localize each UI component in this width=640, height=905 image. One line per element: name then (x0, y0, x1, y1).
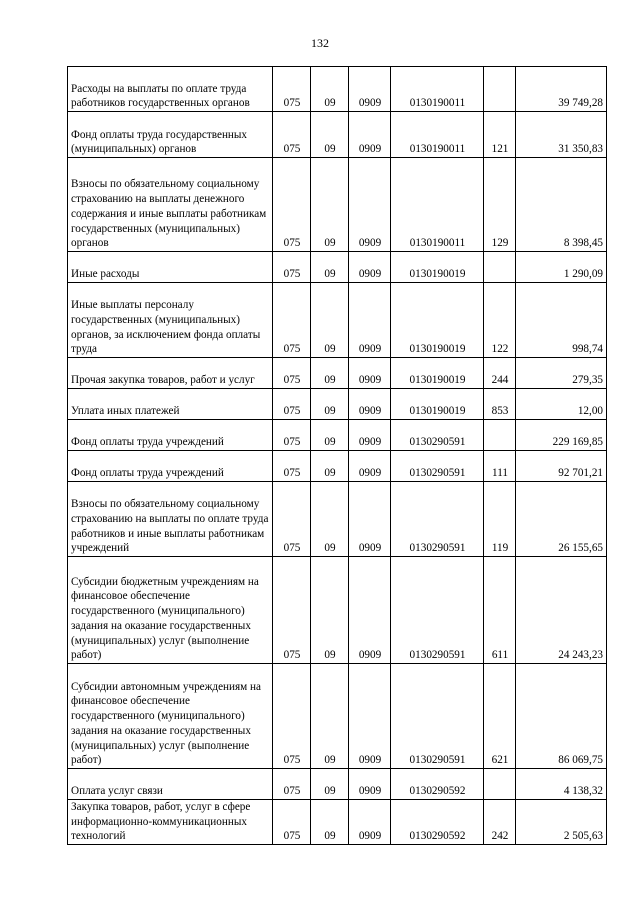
cell-target-article: 0130290591 (391, 482, 484, 557)
cell-expense-type: 121 (484, 112, 516, 158)
cell-subsection: 0909 (349, 67, 391, 112)
cell-target-article: 0130290591 (391, 451, 484, 482)
cell-target-article: 0130190019 (391, 389, 484, 420)
cell-section: 09 (311, 800, 349, 845)
cell-expense-type: 122 (484, 283, 516, 358)
cell-section: 09 (311, 112, 349, 158)
cell-section: 09 (311, 557, 349, 664)
cell-section: 09 (311, 664, 349, 769)
cell-subsection: 0909 (349, 420, 391, 451)
cell-expense-type (484, 67, 516, 112)
cell-name: Прочая закупка товаров, работ и услуг (68, 358, 273, 389)
cell-section: 09 (311, 283, 349, 358)
cell-amount: 26 155,65 (516, 482, 607, 557)
cell-expense-type (484, 769, 516, 800)
cell-name: Взносы по обязательному социальному страхованию на выплаты по оплате труда работников и иные выплаты работникам учреждений (68, 482, 273, 557)
table-row (68, 420, 607, 451)
cell-target-article: 0130190011 (391, 67, 484, 112)
cell-subsection: 0909 (349, 451, 391, 482)
cell-name: Фонд оплаты труда учреждений (68, 451, 273, 482)
cell-org-code: 075 (273, 769, 311, 800)
cell-name: Иные расходы (68, 252, 273, 283)
cell-expense-type: 242 (484, 800, 516, 845)
cell-name: Взносы по обязательному социальному страхованию на выплаты денежного содержания и иные выплаты работникам государственных (муниципальных) органов (68, 158, 273, 252)
cell-subsection: 0909 (349, 482, 391, 557)
cell-section: 09 (311, 451, 349, 482)
cell-section: 09 (311, 67, 349, 112)
cell-amount: 279,35 (516, 358, 607, 389)
cell-name: Закупка товаров, работ, услуг в сфере информационно-коммуникационных технологий (68, 800, 273, 845)
cell-expense-type: 853 (484, 389, 516, 420)
cell-subsection: 0909 (349, 283, 391, 358)
table-row (68, 389, 607, 420)
cell-name: Иные выплаты персоналу государственных (муниципальных) органов, за исключением фонда оплаты труда (68, 283, 273, 358)
cell-amount: 229 169,85 (516, 420, 607, 451)
cell-target-article: 0130190019 (391, 283, 484, 358)
cell-expense-type: 119 (484, 482, 516, 557)
table-row (68, 252, 607, 283)
cell-amount: 86 069,75 (516, 664, 607, 769)
cell-name: Субсидии бюджетным учреждениям на финансовое обеспечение государственного (муниципального) задания на оказание государственных (муниципальных) услуг (выполнение работ) (68, 557, 273, 664)
cell-subsection: 0909 (349, 557, 391, 664)
cell-org-code: 075 (273, 557, 311, 664)
cell-name: Фонд оплаты труда государственных (муниципальных) органов (68, 112, 273, 158)
cell-org-code: 075 (273, 283, 311, 358)
table-row (68, 482, 607, 557)
cell-amount: 24 243,23 (516, 557, 607, 664)
cell-subsection: 0909 (349, 158, 391, 252)
cell-section: 09 (311, 358, 349, 389)
table-row (68, 112, 607, 158)
cell-org-code: 075 (273, 482, 311, 557)
cell-expense-type: 244 (484, 358, 516, 389)
cell-target-article: 0130190011 (391, 158, 484, 252)
cell-name: Расходы на выплаты по оплате труда работников государственных органов (68, 67, 273, 112)
page-number: 132 (311, 36, 329, 50)
table-row (68, 664, 607, 769)
table-row (68, 358, 607, 389)
cell-amount: 31 350,83 (516, 112, 607, 158)
cell-target-article: 0130290592 (391, 769, 484, 800)
cell-section: 09 (311, 420, 349, 451)
cell-amount: 12,00 (516, 389, 607, 420)
cell-target-article: 0130190011 (391, 112, 484, 158)
cell-section: 09 (311, 769, 349, 800)
cell-target-article: 0130190019 (391, 358, 484, 389)
table-row (68, 557, 607, 664)
cell-name: Оплата услуг связи (68, 769, 273, 800)
table-row (68, 800, 607, 845)
table-row (68, 451, 607, 482)
cell-name: Фонд оплаты труда учреждений (68, 420, 273, 451)
cell-target-article: 0130290591 (391, 557, 484, 664)
cell-name: Уплата иных платежей (68, 389, 273, 420)
cell-expense-type: 129 (484, 158, 516, 252)
budget-table-body (68, 67, 607, 845)
cell-expense-type: 621 (484, 664, 516, 769)
cell-org-code: 075 (273, 252, 311, 283)
cell-amount: 92 701,21 (516, 451, 607, 482)
table-row (68, 158, 607, 252)
cell-section: 09 (311, 252, 349, 283)
cell-org-code: 075 (273, 158, 311, 252)
cell-subsection: 0909 (349, 769, 391, 800)
cell-target-article: 0130290592 (391, 800, 484, 845)
cell-subsection: 0909 (349, 800, 391, 845)
table-row (68, 283, 607, 358)
cell-section: 09 (311, 389, 349, 420)
cell-org-code: 075 (273, 389, 311, 420)
cell-org-code: 075 (273, 67, 311, 112)
cell-expense-type: 611 (484, 557, 516, 664)
cell-org-code: 075 (273, 664, 311, 769)
cell-subsection: 0909 (349, 358, 391, 389)
cell-target-article: 0130190019 (391, 252, 484, 283)
cell-name: Субсидии автономным учреждениям на финансовое обеспечение государственного (муниципального) задания на оказание государственных (муниципальных) услуг (выполнение работ) (68, 664, 273, 769)
cell-subsection: 0909 (349, 112, 391, 158)
cell-org-code: 075 (273, 420, 311, 451)
cell-subsection: 0909 (349, 664, 391, 769)
cell-amount: 8 398,45 (516, 158, 607, 252)
cell-amount: 1 290,09 (516, 252, 607, 283)
cell-subsection: 0909 (349, 389, 391, 420)
cell-amount: 4 138,32 (516, 769, 607, 800)
cell-org-code: 075 (273, 451, 311, 482)
budget-table (67, 66, 607, 845)
cell-target-article: 0130290591 (391, 664, 484, 769)
cell-amount: 39 749,28 (516, 67, 607, 112)
cell-expense-type (484, 420, 516, 451)
cell-amount: 2 505,63 (516, 800, 607, 845)
cell-target-article: 0130290591 (391, 420, 484, 451)
table-row (68, 769, 607, 800)
table-row (68, 67, 607, 112)
cell-section: 09 (311, 482, 349, 557)
cell-expense-type (484, 252, 516, 283)
cell-expense-type: 111 (484, 451, 516, 482)
cell-amount: 998,74 (516, 283, 607, 358)
cell-subsection: 0909 (349, 252, 391, 283)
cell-section: 09 (311, 158, 349, 252)
cell-org-code: 075 (273, 358, 311, 389)
cell-org-code: 075 (273, 800, 311, 845)
cell-org-code: 075 (273, 112, 311, 158)
